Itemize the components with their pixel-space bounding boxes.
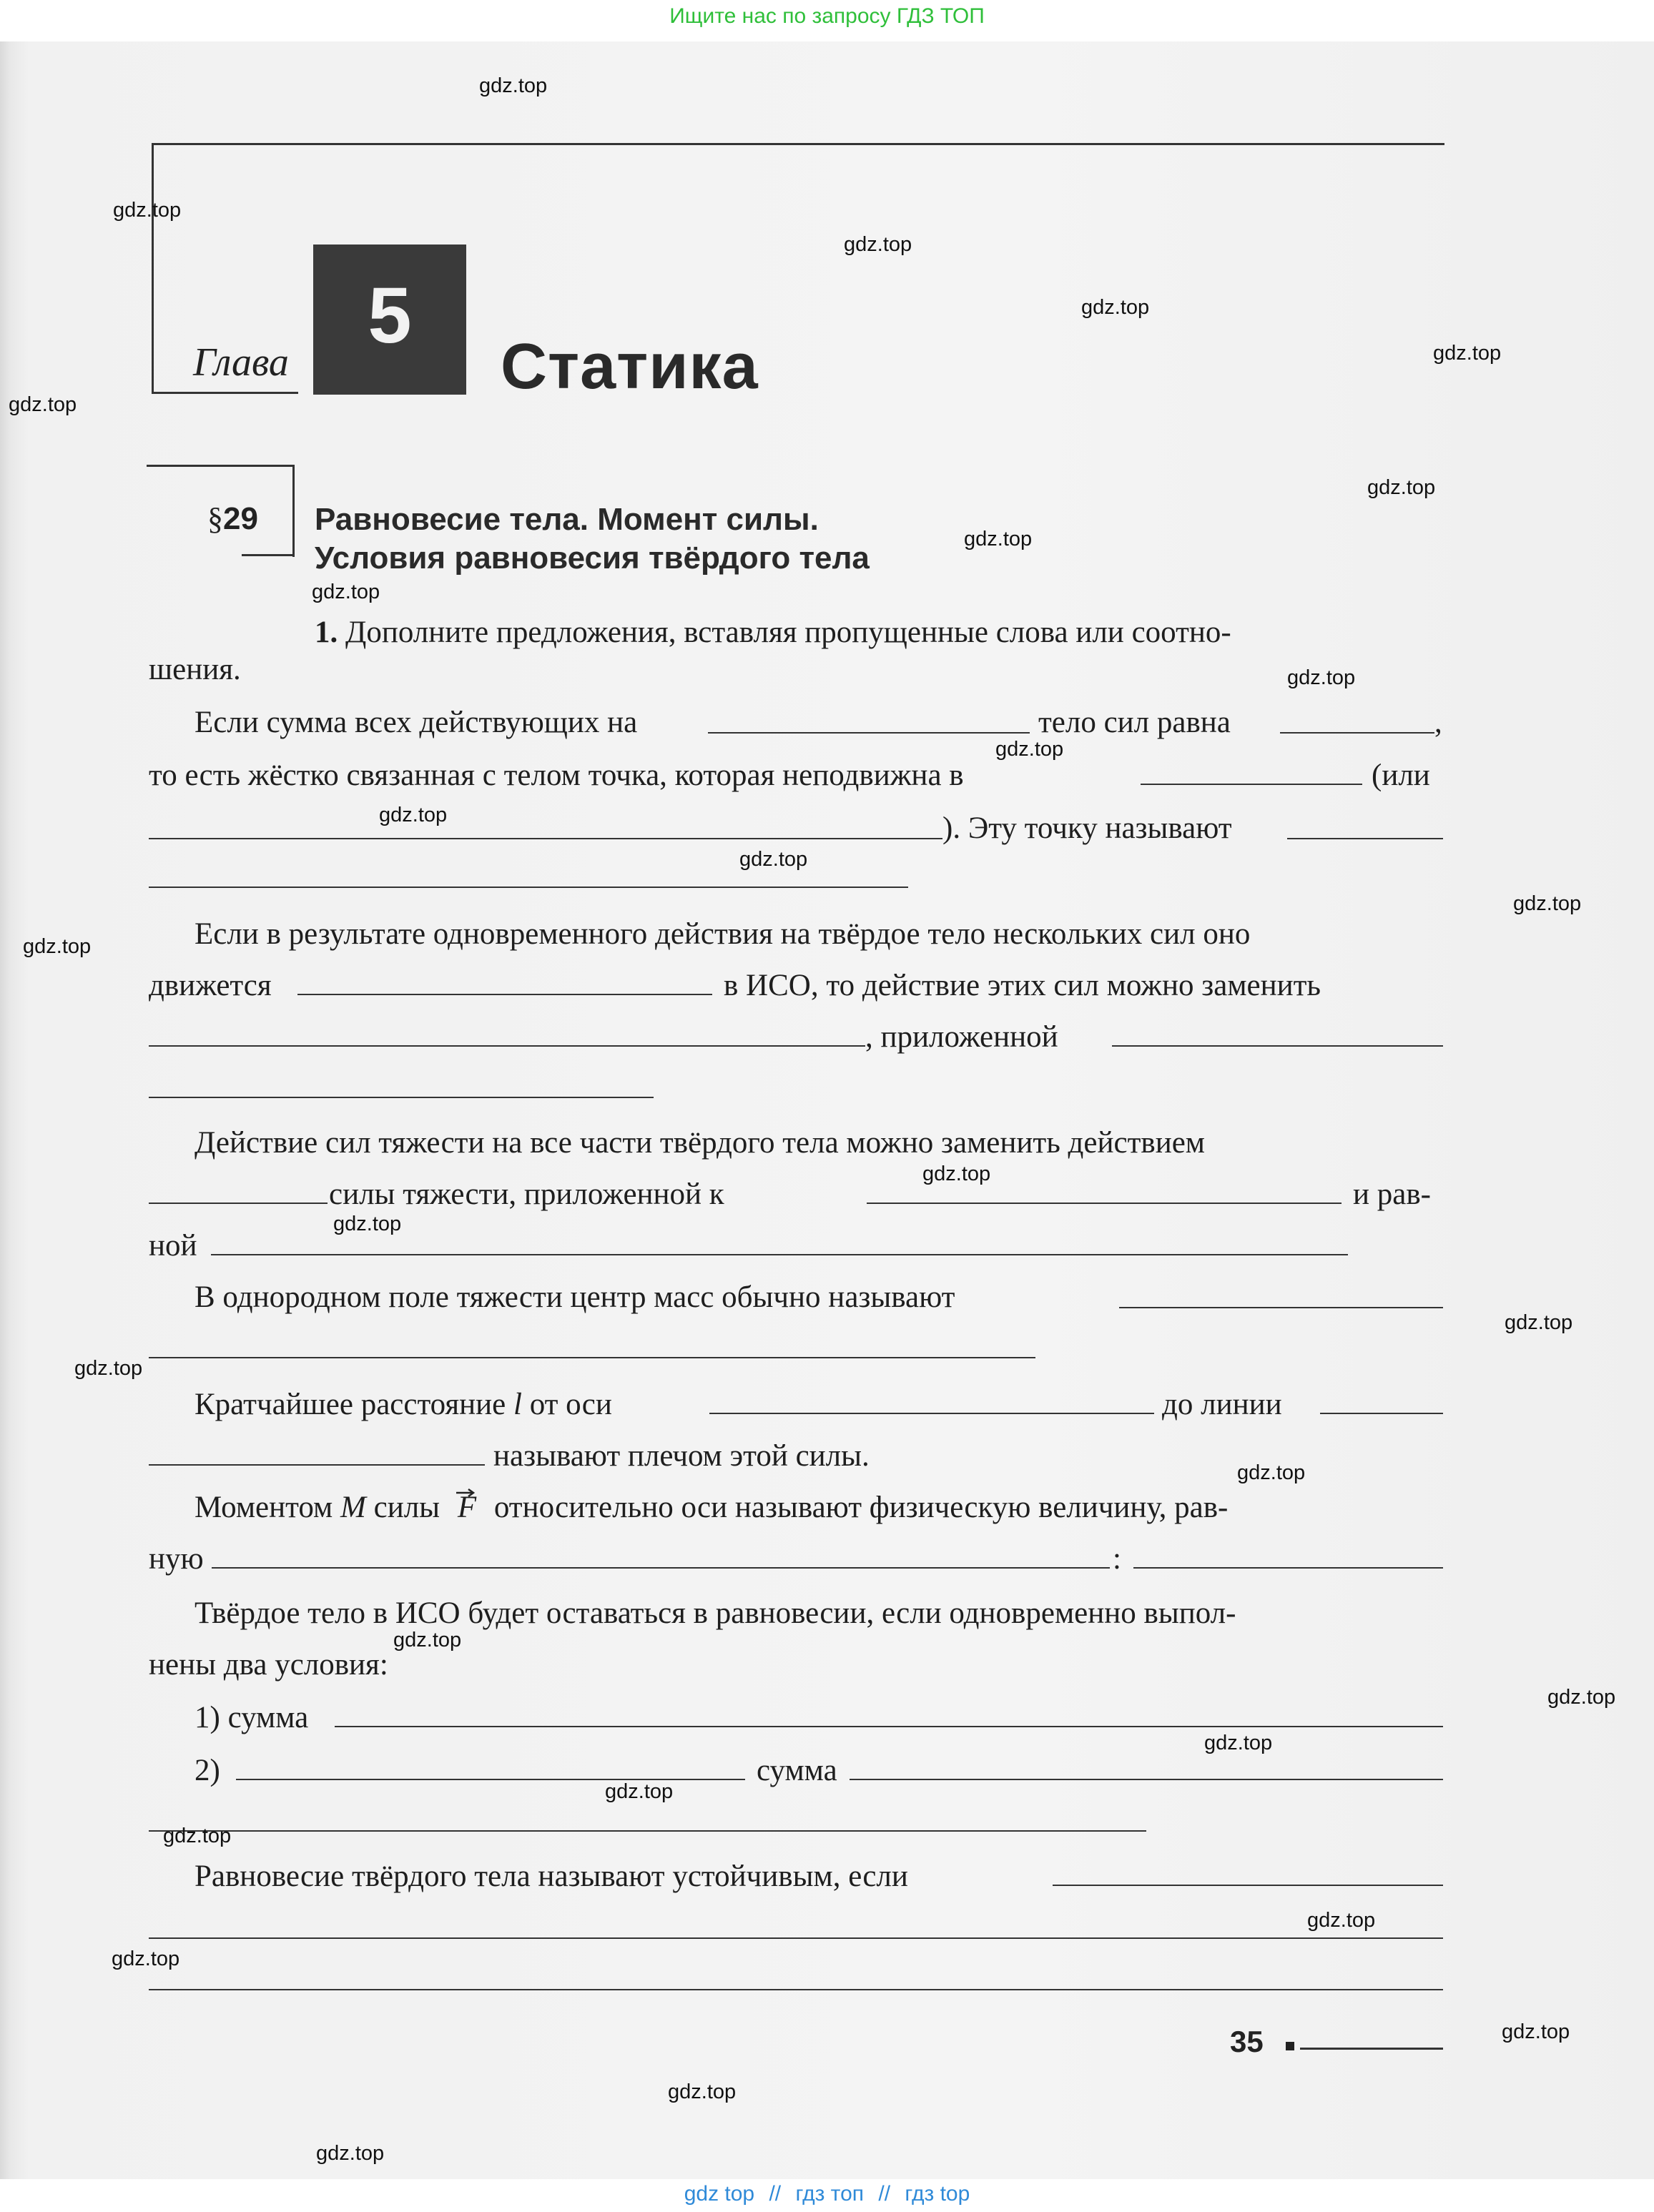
watermark-label: gdz.top <box>1307 1909 1376 1932</box>
answer-blank[interactable] <box>708 732 1030 734</box>
p6-text-b: силы <box>373 1491 440 1524</box>
answer-blank[interactable] <box>149 1357 1035 1358</box>
p6-symbol-f: F <box>457 1491 477 1524</box>
chapter-frame-bottom <box>152 392 298 394</box>
p5-text-b: от оси <box>529 1388 612 1421</box>
answer-blank[interactable] <box>709 1413 1154 1414</box>
p6-text-e: : <box>1113 1542 1121 1576</box>
vector-arrow-icon <box>455 1487 476 1497</box>
watermark-label: gdz.top <box>112 1947 180 1970</box>
p1-text-b: тело сил равна <box>1038 706 1231 739</box>
answer-blank[interactable] <box>149 1830 1146 1832</box>
p5-text-a: Кратчайшее расстояние <box>195 1388 506 1421</box>
answer-blank[interactable] <box>149 1937 1443 1939</box>
p6-text-d: ную <box>149 1542 204 1576</box>
p7-text-c1: 1) сумма <box>195 1701 309 1734</box>
chapter-frame-left <box>152 143 154 393</box>
bottom-separator: // <box>878 2182 891 2206</box>
bottom-link-3[interactable]: гдз top <box>905 2182 970 2206</box>
answer-blank[interactable] <box>297 994 712 995</box>
watermark-label: gdz.top <box>1237 1461 1306 1484</box>
bottom-separator: // <box>769 2182 782 2206</box>
p6-symbol-m: M <box>340 1491 366 1524</box>
answer-blank[interactable] <box>1119 1307 1443 1308</box>
watermark-label: gdz.top <box>1081 296 1150 319</box>
answer-blank[interactable] <box>1133 1567 1443 1569</box>
watermark-label: gdz.top <box>113 199 182 222</box>
answer-blank[interactable] <box>1280 732 1434 734</box>
answer-blank[interactable] <box>149 1464 485 1466</box>
task1-line2: шения. <box>149 653 241 686</box>
watermark-label: gdz.top <box>23 935 92 958</box>
page-number: 35 <box>1230 2025 1264 2058</box>
p5-symbol-l: l <box>513 1388 522 1421</box>
bottom-link-1[interactable]: gdz top <box>684 2182 755 2206</box>
answer-blank[interactable] <box>1320 1413 1443 1414</box>
bottom-link-2[interactable]: гдз топ <box>795 2182 865 2206</box>
answer-blank[interactable] <box>149 1045 865 1047</box>
p7-text-a: Твёрдое тело в ИСО будет оставаться в равновесии, если одновременно выпол- <box>195 1596 1236 1630</box>
answer-blank[interactable] <box>149 838 942 839</box>
p3-text-a: Действие сил тяжести на все части твёрдого тела можно заменить действием <box>195 1126 1206 1160</box>
watermark-label: gdz.top <box>964 528 1033 550</box>
p6-text-a: Моментом <box>195 1491 333 1524</box>
p5-line1 <box>195 1387 612 1422</box>
p6-vector-f <box>448 1490 486 1525</box>
section-title-line1: Равновесие тела. Момент силы. <box>315 502 819 537</box>
answer-blank[interactable] <box>149 887 908 888</box>
p5-text-c: до линии <box>1162 1388 1282 1421</box>
top-banner[interactable]: Ищите нас по запросу ГДЗ ТОП <box>669 4 985 28</box>
watermark-label: gdz.top <box>74 1357 143 1380</box>
answer-blank[interactable] <box>212 1567 1110 1569</box>
p3-text-c: и рав- <box>1353 1177 1431 1211</box>
p6-text-c: относительно оси называют физическую величину, рав- <box>493 1491 1229 1524</box>
watermark-label: gdz.top <box>995 738 1064 761</box>
answer-blank[interactable] <box>211 1254 1348 1255</box>
task1-number: 1. <box>315 616 338 649</box>
p2-text-c: в ИСО, то действие этих сил можно заменить <box>724 969 1321 1002</box>
watermark-label: gdz.top <box>393 1629 462 1651</box>
section-number-value: 29 <box>223 501 258 536</box>
task1-line1 <box>315 615 1231 650</box>
watermark-label: gdz.top <box>1513 892 1582 915</box>
chapter-word: Глава <box>193 340 289 385</box>
section-number <box>207 500 258 537</box>
watermark-label: gdz.top <box>1433 342 1502 365</box>
bottom-banner[interactable] <box>0 2179 1654 2212</box>
watermark-label: gdz.top <box>9 393 77 416</box>
answer-blank[interactable] <box>149 1989 1443 1990</box>
answer-blank[interactable] <box>149 1203 328 1204</box>
watermark-label: gdz.top <box>922 1162 991 1185</box>
watermark-label: gdz.top <box>1505 1311 1573 1334</box>
watermark-label: gdz.top <box>739 848 808 871</box>
p1-text-f: ). Эту точку называют <box>942 811 1232 845</box>
page-rule <box>1300 2048 1443 2050</box>
watermark-label: gdz.top <box>1287 666 1356 689</box>
answer-blank[interactable] <box>867 1203 1342 1204</box>
watermark-label: gdz.top <box>844 233 912 256</box>
section-sign: § <box>207 501 223 536</box>
section-title-line2: Условия равновесия твёрдого тела <box>315 540 870 576</box>
p3-text-d: ной <box>149 1229 197 1263</box>
p2-text-b: движется <box>149 969 272 1002</box>
answer-blank[interactable] <box>1053 1885 1443 1886</box>
p7-text-b: нены два условия: <box>149 1648 388 1682</box>
section-title <box>315 500 870 578</box>
p1-text-c: , <box>1434 706 1442 739</box>
chapter-number: 5 <box>313 245 466 395</box>
p4-text-a: В однородном поле тяжести центр масс обычно называют <box>195 1280 955 1314</box>
answer-blank[interactable] <box>1287 838 1443 839</box>
section-bracket-bottom <box>242 554 293 556</box>
answer-blank[interactable] <box>335 1726 1443 1727</box>
p3-text-b: силы тяжести, приложенной к <box>329 1177 724 1211</box>
p8-text-a: Равновесие твёрдого тела называют устойчивым, если <box>195 1860 908 1893</box>
task1-text1: Дополните предложения, вставляя пропущенные слова или соотно- <box>345 616 1231 649</box>
p2-text-a: Если в результате одновременного действия на твёрдое тело нескольких сил оно <box>195 917 1251 951</box>
watermark-label: gdz.top <box>163 1825 232 1847</box>
watermark-label: gdz.top <box>316 2142 385 2165</box>
p7-text-c3: сумма <box>757 1754 837 1787</box>
watermark-label: gdz.top <box>668 2080 737 2103</box>
answer-blank[interactable] <box>850 1779 1443 1780</box>
p1-text-d: то есть жёстко связанная с телом точка, которая неподвижна в <box>149 759 964 792</box>
page-marker <box>1286 2042 1294 2050</box>
chapter-title: Статика <box>501 331 759 403</box>
watermark-label: gdz.top <box>1367 476 1436 499</box>
p2-text-d: , приложенной <box>865 1020 1058 1054</box>
answer-blank[interactable] <box>149 1097 654 1098</box>
p5-text-d: называют плечом этой силы. <box>493 1439 870 1473</box>
watermark-label: gdz.top <box>379 804 448 826</box>
p6-line1 <box>195 1490 1228 1525</box>
answer-blank[interactable] <box>1112 1045 1443 1047</box>
watermark-label: gdz.top <box>605 1780 674 1803</box>
answer-blank[interactable] <box>1141 784 1362 785</box>
watermark-label: gdz.top <box>312 581 380 603</box>
p1-text-e: (или <box>1372 759 1430 792</box>
watermark-label: gdz.top <box>1204 1732 1273 1754</box>
watermark-label: gdz.top <box>1502 2020 1570 2043</box>
watermark-label: gdz.top <box>1547 1686 1616 1709</box>
watermark-label: gdz.top <box>333 1213 402 1235</box>
watermark-label: gdz.top <box>479 74 548 97</box>
p1-text-a: Если сумма всех действующих на <box>195 706 638 739</box>
p7-text-c2: 2) <box>195 1754 220 1787</box>
